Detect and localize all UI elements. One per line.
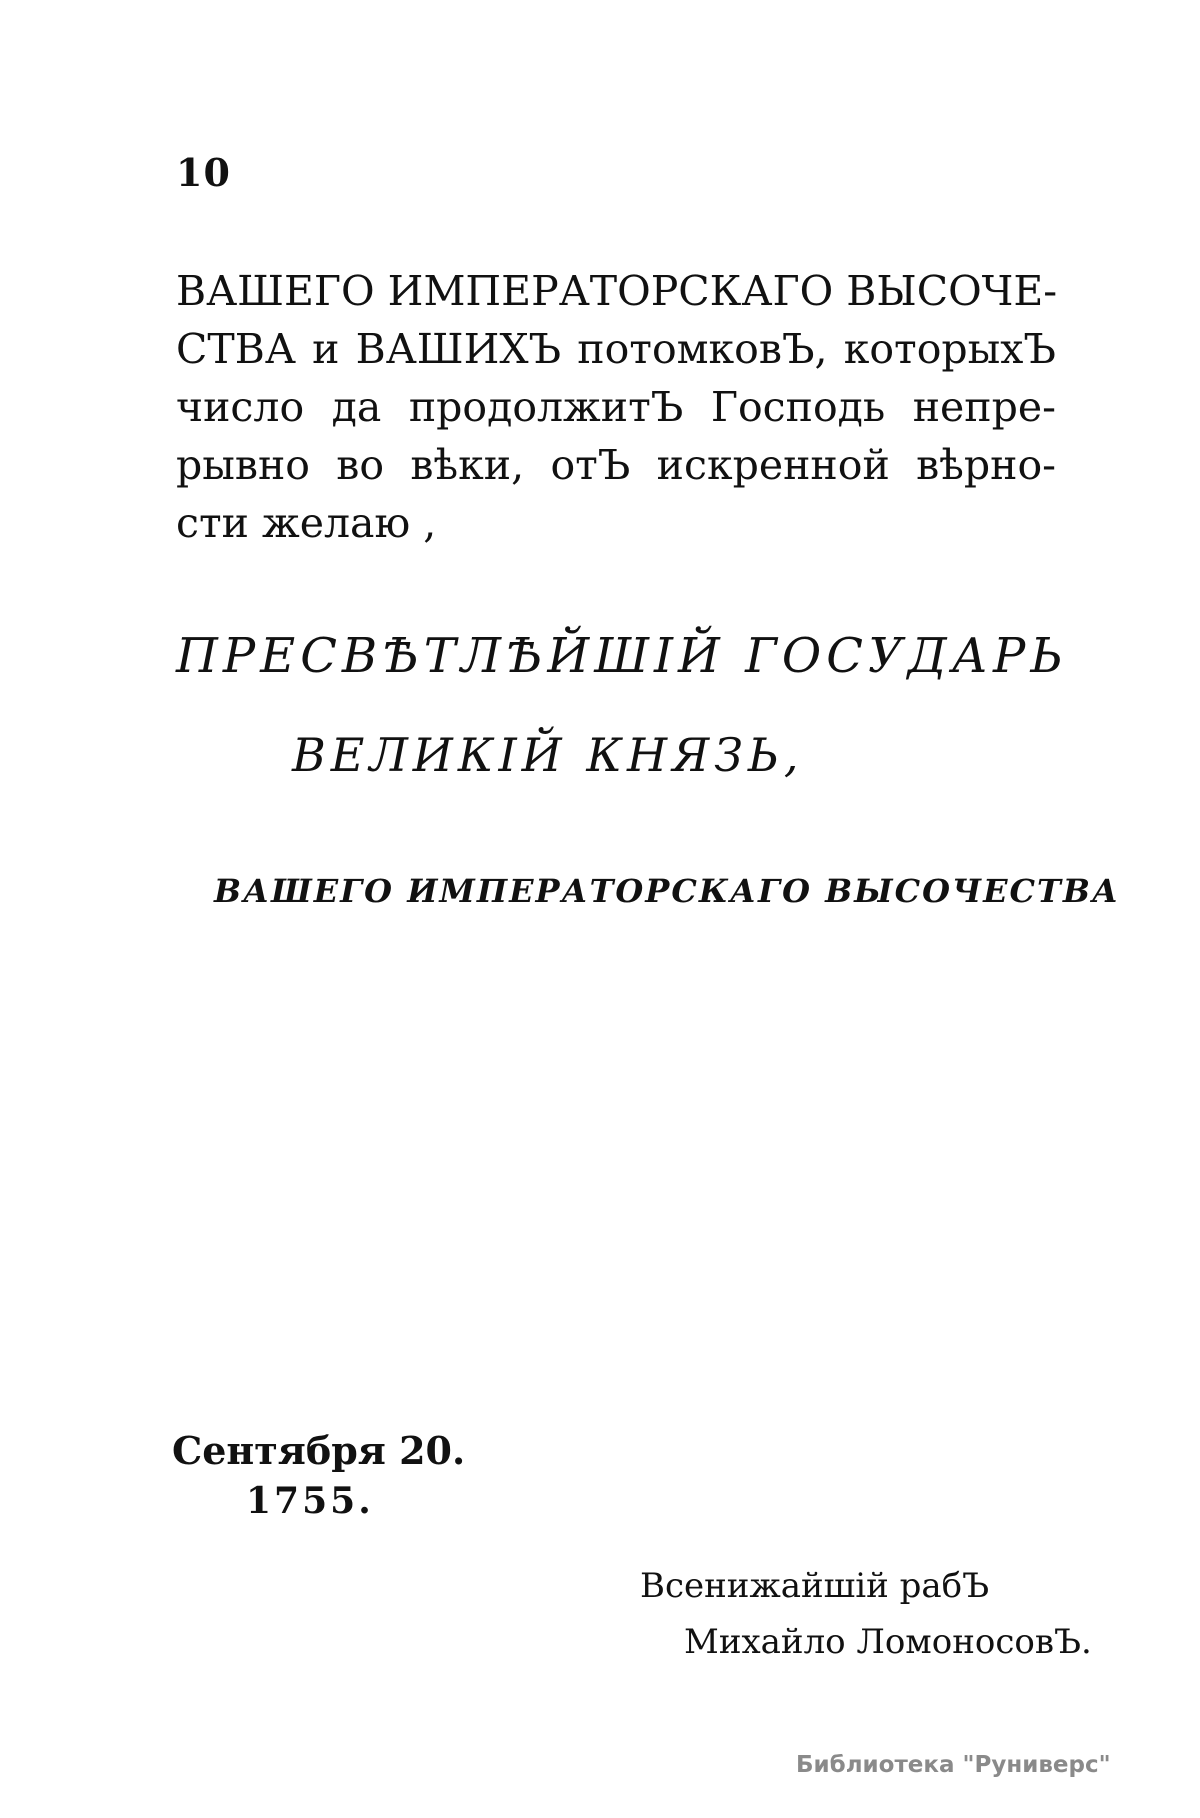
paragraph-line-2: СТВА и ВАШИХЪ потомковЪ, которыхЪ: [176, 325, 1056, 373]
paragraph-line-4: рывно во вѣки, отЪ искренной вѣрно-: [176, 441, 1056, 489]
library-watermark: Библиотека "Руниверс": [796, 1752, 1111, 1778]
address-title-line-1: ПРЕСВѢТЛѢЙШІЙ ГОСУДАРЬ: [176, 628, 1068, 684]
page-number: 10: [176, 150, 231, 195]
closing-highness: ВАШЕГО ИМПЕРАТОРСКАГО ВЫСОЧЕСТВА: [214, 872, 1120, 910]
dedication-paragraph: [176, 262, 1056, 552]
address-title-line-2: ВЕЛИКІЙ КНЯЗЬ,: [292, 728, 804, 782]
signature-servant: Всенижайшій рабЪ: [640, 1566, 990, 1606]
paragraph-line-5: сти желаю ,: [176, 499, 437, 547]
date-month-day: Сентября 20.: [172, 1428, 466, 1473]
paragraph-line-1: ВАШЕГО ИМПЕРАТОРСКАГО ВЫСОЧЕ-: [176, 267, 1058, 315]
signature-name: Михайло ЛомоносовЪ.: [684, 1622, 1092, 1662]
paragraph-line-3: число да продолжитЪ Господь непре-: [176, 383, 1056, 431]
date-year: 1755.: [246, 1480, 374, 1522]
